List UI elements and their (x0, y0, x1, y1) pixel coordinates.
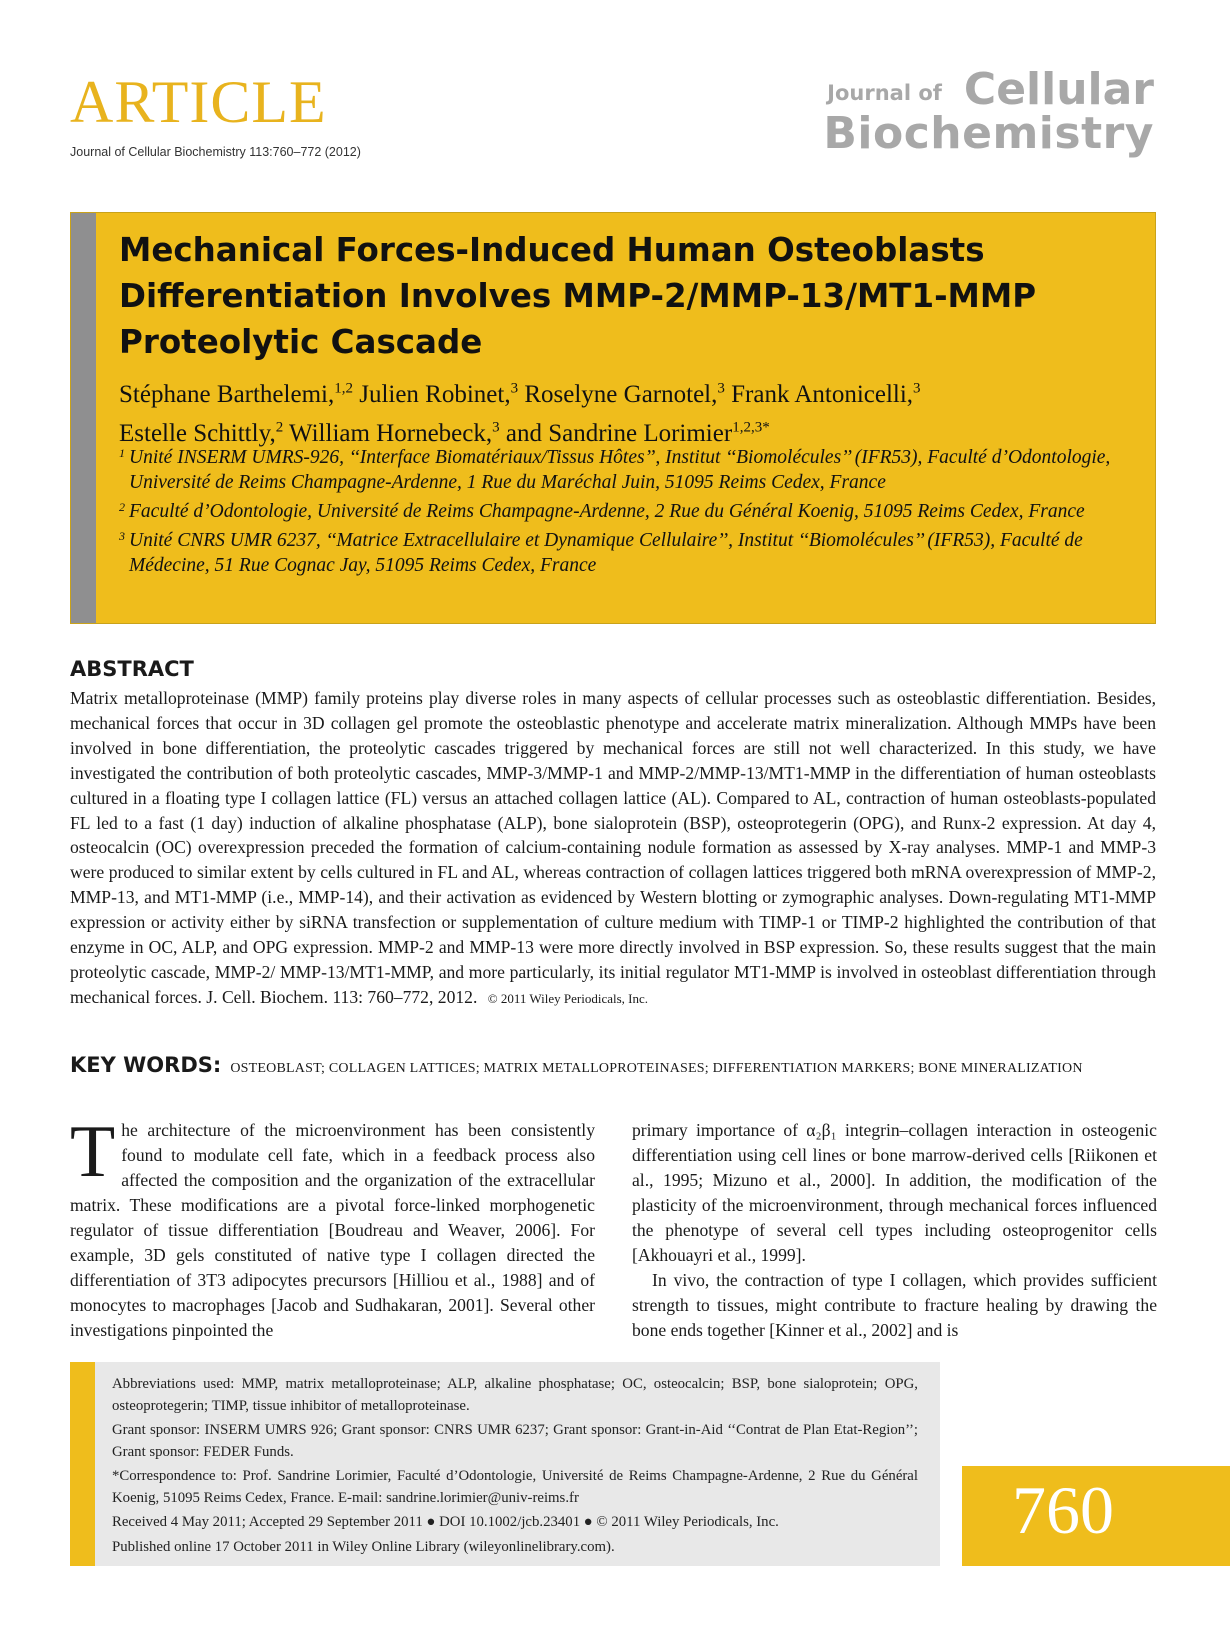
body-paragraph: primary importance of α₂β₁ integrin–collagen interaction in osteogenic differentiation using cell lines or bone marrow-derived cells [Riikonen et al., 1995; Mizuno et al., 2000]. In addition, the modification of the plasticity of the microenvironment, through mechanical forces influenced the phenotype of several cell types including osteoprogenitor cells [Akhouayri et al., 1999]. (632, 1120, 1157, 1265)
correspondence-note: *Correspondence to: Prof. Sandrine Lorimier, Faculté d’Odontologie, Université de Reims Champagne-Ardenne, 2 Rue du Général Koenig, 51095 Reims Cedex, France. E-mail: sandrine.lorimier@univ-reims.fr (112, 1468, 918, 1506)
affiliations (119, 445, 1129, 582)
drop-cap: T (70, 1111, 116, 1193)
author: William Hornebeck,$^3$ (289, 419, 500, 447)
received-note: Received 4 May 2011; Accepted 29 September 2011 ● DOI 10.1002/jcb.23401 ● © 2011 Wiley Periodicals, Inc. (112, 1514, 779, 1530)
journal-logo (823, 64, 1154, 159)
grant-note: Grant sponsor: INSERM UMRS 926; Grant sponsor: CNRS UMR 6237; Grant sponsor: Grant-in-Aid ‘‘Contrat de Plan Etat-Region’’; Grant sponsor: FEDER Funds. (112, 1422, 918, 1460)
affiliation: 3 Unité CNRS UMR 6237, ‘‘Matrice Extracellulaire et Dynamique Cellulaire’’, Institut ‘‘Biomolécules’’ (IFR53), Faculté de Médecine, 51 Rue Cognac Jay, 51095 Reims Cedex, France (119, 529, 1083, 576)
logo-biochemistry: Biochemistry (823, 108, 1154, 159)
abstract-body: Matrix metalloproteinase (MMP) family proteins play diverse roles in many aspects of cellular processes such as osteoblastic differentiation. Besides, mechanical forces that occur in 3D collagen gel promote the osteoblastic phenotype and accelerate matrix mineralization. Although MMPs have been involved in bone differentiation, the proteolytic cascades triggered by mechanical forces are still not well characterized. In this study, we have investigated the contribution of both proteolytic cascades, MMP-3/MMP-1 and MMP-2/MMP-13/MT1-MMP in the differentiation of human osteoblasts cultured in a floating type I collagen lattice (FL) versus an attached collagen lattice (AL). Compared to AL, contraction of human osteoblasts-populated FL led to a fast (1 day) induction of alkaline phosphatase (ALP), bone sialoprotein (BSP), osteoprotegerin (OPG), and Runx-2 expression. At day 4, osteocalcin (OC) overexpression preceded the formation of calcium-containing nodule formation as assessed by X-ray analyses. MMP-1 and MMP-3 were produced to similar extent by cells cultured in FL and AL, whereas contraction of collagen lattices triggered both mRNA overexpression of MMP-2, MMP-13, and MT1-MMP (i.e., MMP-14), and their activation as evidenced by Western blotting or zymographic analyses. Down-regulating MT1-MMP expression or activity either by siRNA transfection or supplementation of culture medium with TIMP-1 or TIMP-2 highlighted the contribution of that enzyme in OC, ALP, and OPG expression. MMP-2 and MMP-13 were more directly involved in BSP expression. So, these results suggest that the main proteolytic cascade, MMP-2/ MMP-13/MT1-MMP, and more particularly, its initial regulator MT1-MMP is involved in osteoblast differentiation through mechanical forces. (70, 688, 1156, 1007)
keywords-list: OSTEOBLAST; COLLAGEN LATTICES; MATRIX METALLOPROTEINASES; DIFFERENTIATION MARKERS; BONE MINERALIZATION (230, 1061, 1083, 1076)
abstract-text (70, 686, 1156, 1012)
affiliation: 2 Faculté d’Odontologie, Université de Reims Champagne-Ardenne, 2 Rue du Général Koenig, 51095 Reims Cedex, France (119, 500, 1085, 522)
affiliation: 1 Unité INSERM UMRS-926, ‘‘Interface Biomatériaux/Tissus Hôtes’’, Institut ‘‘Biomolécules’’ (IFR53), Faculté d’Odontologie, Université de Reims Champagne-Ardenne, 1 Rue du Maréchal Juin, 51095 Reims Cedex, France (119, 446, 1111, 493)
page-number: 760 (1012, 1472, 1114, 1548)
abstract-citation: J. Cell. Biochem. 113: 760–772, 2012. (206, 986, 478, 1007)
author: Julien Robinet,$^3$ (359, 381, 519, 409)
paper-title: Mechanical Forces-Induced Human Osteoblasts Differentiation Involves MMP-2/MMP-13/MT1-MMP Proteolytic Cascade (119, 231, 1037, 361)
journal-citation: Journal of Cellular Biochemistry 113:760–772 (2012) (70, 145, 361, 159)
footnote-text (112, 1374, 918, 1561)
abstract-copyright: © 2011 Wiley Periodicals, Inc. (487, 990, 649, 1006)
footnote-box (70, 1362, 940, 1566)
body-paragraph: he architecture of the microenvironment has been consistently found to modulate cell fate, which in a feedback process also affected the composition and the organization of the extracellular matrix. These modifications are a pivotal force-linked morphogenetic regulator of tissue differentiation [Boudreau and Weaver, 2006]. For example, 3D gels constituted of native type I collagen directed the differentiation of 3T3 adipocytes precursors [Hilliou et al., 1988] and of monocytes to macrophages [Jacob and Sudhakaran, 2001]. Several other investigations pinpointed the (70, 1120, 595, 1340)
abbreviations-note: Abbreviations used: MMP, matrix metalloproteinase; ALP, alkaline phosphatase; OC, osteocalcin; BSP, bone sialoprotein; OPG, osteoprotegerin; TIMP, tissue inhibitor of metalloproteinase. (112, 1376, 918, 1414)
abstract-heading: ABSTRACT (70, 657, 194, 681)
footnote-side-bar (70, 1362, 95, 1566)
author: Stéphane Barthelemi,$^{1,2}$ (119, 381, 353, 409)
body-paragraph: In vivo, the contraction of type I collagen, which provides sufficient strength to tissues, might contribute to fracture healing by drawing the bone ends together [Kinner et al., 2002] and is (632, 1270, 1157, 1340)
author-list (119, 373, 1119, 450)
article-label: ARTICLE (70, 69, 327, 135)
logo-journal-of: Journal of (827, 81, 942, 105)
author: Frank Antonicelli,$^3$ (731, 381, 921, 409)
body-column-right (632, 1118, 1157, 1343)
title-box (70, 212, 1156, 624)
title-side-bar (71, 213, 96, 623)
keywords-label: KEY WORDS: (70, 1053, 222, 1077)
page-number-box (962, 1466, 1230, 1566)
logo-cellular: Cellular (963, 64, 1154, 115)
author: Estelle Schittly,$^2$ (119, 419, 284, 447)
keywords (70, 1053, 1083, 1077)
published-note: Published online 17 October 2011 in Wiley Online Library (wileyonlinelibrary.com). (112, 1538, 615, 1555)
author: and Sandrine Lorimier$^{1,2,3*}$ (505, 419, 770, 447)
body-column-left (70, 1111, 595, 1343)
author: Roselyne Garnotel,$^3$ (524, 381, 725, 409)
